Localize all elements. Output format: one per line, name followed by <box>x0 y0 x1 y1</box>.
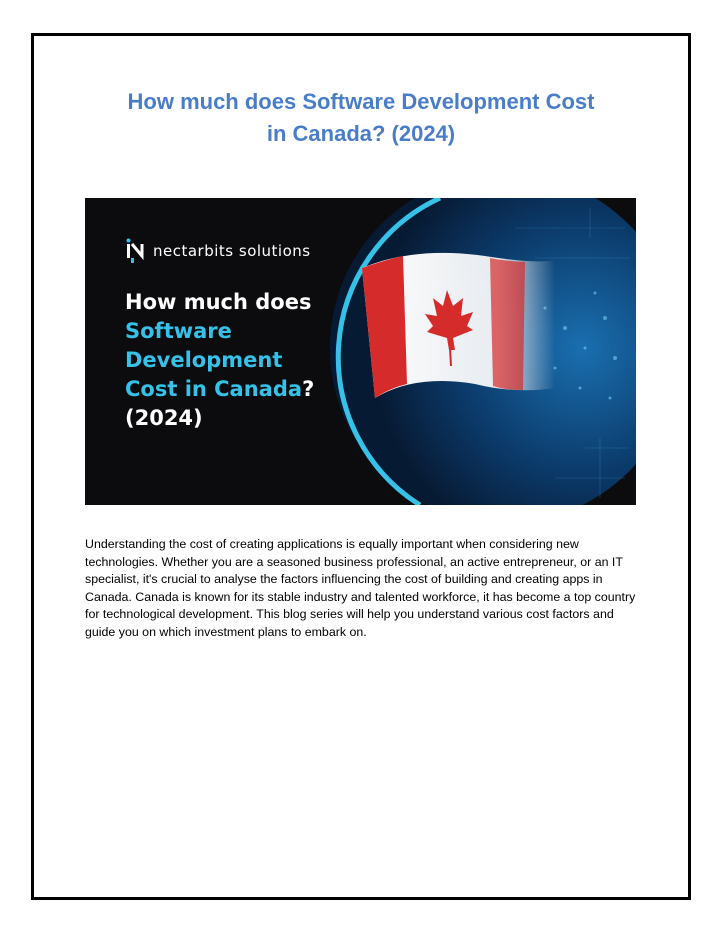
canada-flag <box>362 253 555 398</box>
headline-line-2: Software <box>125 319 232 343</box>
headline-line-5: (2024) <box>125 406 203 430</box>
banner-headline <box>125 288 314 433</box>
intro-paragraph: Understanding the cost of creating applications is equally important when considering new technologies. Whether you are a seasoned business professional, an active entrepreneur, or an IT specialist, it's crucial to analyse the factors influencing the cost of building and creating apps in Canada. Canada is known for its stable industry and talented workforce, it has become a top country for technological development. This blog series will help you understand various cost factors and guide you on which investment plans to embark on. <box>85 537 636 639</box>
page-title <box>34 86 688 150</box>
headline-line-4 <box>125 375 314 404</box>
headline-line-1: How much does <box>125 290 312 314</box>
document-page <box>31 33 691 900</box>
company-logo <box>125 238 311 264</box>
logo-text: nectarbits solutions <box>153 242 311 260</box>
headline-question-mark: ? <box>302 377 315 401</box>
title-line-2: in Canada? (2024) <box>266 121 456 146</box>
hero-banner-image <box>85 198 636 505</box>
headline-highlight: Cost in Canada <box>125 377 303 401</box>
headline-line-3: Development <box>125 348 283 372</box>
title-line-1: How much does Software Development Cost <box>127 89 595 114</box>
nectarbits-logo-icon <box>125 238 147 264</box>
